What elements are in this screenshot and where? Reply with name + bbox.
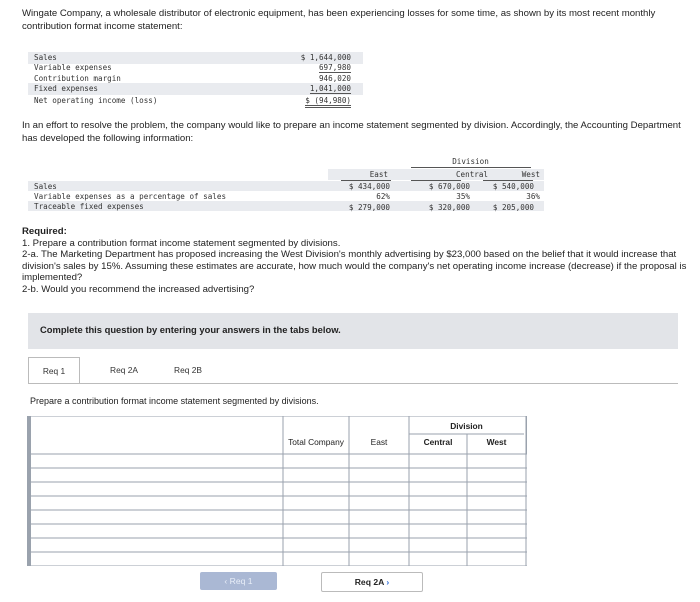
division-col-west: West [521, 170, 540, 179]
required-item-2a: 2-a. The Marketing Department has proposed increasing the West Division's monthly advertising by $23,000 based on the belief that it would increase that division's sales by 15%. Assuming these estimates are accurate, how much would the company's net operating income increase (decrease) if the proposal is implemented? [22, 249, 687, 284]
answer-col-total: Total Company [288, 437, 344, 447]
answer-amount-input[interactable] [468, 525, 525, 537]
required-item-2b: 2-b. Would you recommend the increased advertising? [22, 283, 255, 295]
division-cell: $ 320,000 [428, 203, 470, 212]
answer-amount-input[interactable] [410, 511, 466, 523]
income-value: 697,980 [318, 63, 351, 72]
instruction-text: Complete this question by entering your answers in the tabs below. [40, 324, 341, 335]
answer-amount-input[interactable] [350, 525, 408, 537]
next-tab-button[interactable] [321, 572, 423, 592]
required-item-1: 1. Prepare a contribution format income statement segmented by divisions. [22, 237, 341, 249]
answer-amount-input[interactable] [284, 455, 348, 467]
chevron-right-icon: › [386, 577, 390, 587]
division-cell: 62% [376, 192, 390, 201]
intro2-text: In an effort to resolve the problem, the company would like to prepare an income statement segmented by division. Accordingly, the Accounting Department has developed the following information: [22, 120, 681, 144]
answer-amount-input[interactable] [284, 525, 348, 537]
answer-amount-input[interactable] [350, 553, 408, 565]
answer-amount-input[interactable] [284, 469, 348, 481]
division-info-table [28, 156, 544, 216]
division-cell: $ 434,000 [348, 182, 390, 191]
answer-amount-input[interactable] [284, 511, 348, 523]
answer-amount-input[interactable] [410, 525, 466, 537]
answer-amount-input[interactable] [284, 553, 348, 565]
division-cell: $ 205,000 [492, 203, 534, 212]
next-tab-label: Req 2A [354, 577, 385, 587]
income-value: $ 1,644,000 [300, 53, 351, 62]
answer-amount-input[interactable] [410, 483, 466, 495]
answer-col-central: Central [423, 437, 453, 447]
income-label: Fixed expenses [34, 84, 99, 93]
income-value: $ (94,980) [305, 96, 351, 108]
answer-label-input[interactable] [32, 483, 282, 495]
answer-label-input[interactable] [32, 511, 282, 523]
division-header-rule [411, 167, 531, 168]
income-row-noi [28, 95, 363, 107]
answer-col-east: East [370, 437, 388, 447]
answer-amount-input[interactable] [350, 511, 408, 523]
division-row-label: Sales [34, 182, 57, 191]
income-label: Net operating income (loss) [34, 96, 158, 105]
tab-req-2a[interactable]: Req 2A [110, 365, 138, 375]
prev-tab-button[interactable] [200, 572, 277, 590]
answer-amount-input[interactable] [284, 483, 348, 495]
answer-label-input[interactable] [32, 469, 282, 481]
income-row-fixed [28, 83, 363, 95]
answer-label-input[interactable] [32, 539, 282, 551]
income-label: Variable expenses [34, 63, 112, 72]
answer-amount-input[interactable] [468, 497, 525, 509]
answer-amount-input[interactable] [284, 539, 348, 551]
answer-label-input[interactable] [32, 525, 282, 537]
answer-amount-input[interactable] [410, 539, 466, 551]
answer-amount-input[interactable] [468, 539, 525, 551]
division-cell: 36% [526, 192, 540, 201]
tab-req-1[interactable]: Req 1 [28, 357, 80, 384]
answer-amount-input[interactable] [350, 539, 408, 551]
division-cell: 35% [456, 192, 470, 201]
answer-amount-input[interactable] [468, 483, 525, 495]
division-row-label: Traceable fixed expenses [34, 202, 144, 211]
answer-amount-input[interactable] [350, 469, 408, 481]
required-heading: Required: [22, 226, 67, 237]
division-cell: $ 540,000 [492, 182, 534, 191]
required-section [22, 226, 692, 296]
division-cell: $ 279,000 [348, 203, 390, 212]
prepare-prompt: Prepare a contribution format income statement segmented by divisions. [30, 396, 319, 406]
answer-amount-input[interactable] [284, 497, 348, 509]
intro-text: Wingate Company, a wholesale distributor of electronic equipment, has been experiencing losses for some time, as shown by its most recent monthly contribution format income statement: [22, 8, 656, 32]
answer-amount-input[interactable] [410, 553, 466, 565]
income-label: Sales [34, 53, 57, 62]
tab-req-2b[interactable]: Req 2B [174, 365, 202, 375]
division-row-label: Variable expenses as a percentage of sales [34, 192, 227, 201]
division-col-east: East [369, 170, 388, 179]
answer-amount-input[interactable] [410, 455, 466, 467]
answer-amount-input[interactable] [410, 497, 466, 509]
answer-left-accent [27, 416, 31, 566]
answer-label-input[interactable] [32, 553, 282, 565]
answer-amount-input[interactable] [468, 553, 525, 565]
answer-amount-input[interactable] [350, 497, 408, 509]
answer-amount-input[interactable] [468, 469, 525, 481]
answer-amount-input[interactable] [350, 483, 408, 495]
division-cell: $ 670,000 [428, 182, 470, 191]
answer-amount-input[interactable] [410, 469, 466, 481]
prev-tab-label: Req 1 [229, 576, 253, 586]
income-value: 1,041,000 [309, 84, 351, 93]
answer-amount-input[interactable] [468, 455, 525, 467]
tab-content-border [28, 383, 678, 384]
division-col-central: Central [455, 170, 488, 179]
answer-label-input[interactable] [32, 455, 282, 467]
answer-division-header: Division [450, 421, 483, 431]
income-value: 946,020 [318, 74, 351, 83]
income-label: Contribution margin [34, 74, 121, 83]
answer-amount-input[interactable] [350, 455, 408, 467]
chevron-left-icon: ‹ [224, 576, 228, 586]
answer-col-west: West [486, 437, 507, 447]
division-group-header: Division [452, 157, 489, 166]
answer-label-input[interactable] [32, 497, 282, 509]
answer-amount-input[interactable] [468, 511, 525, 523]
